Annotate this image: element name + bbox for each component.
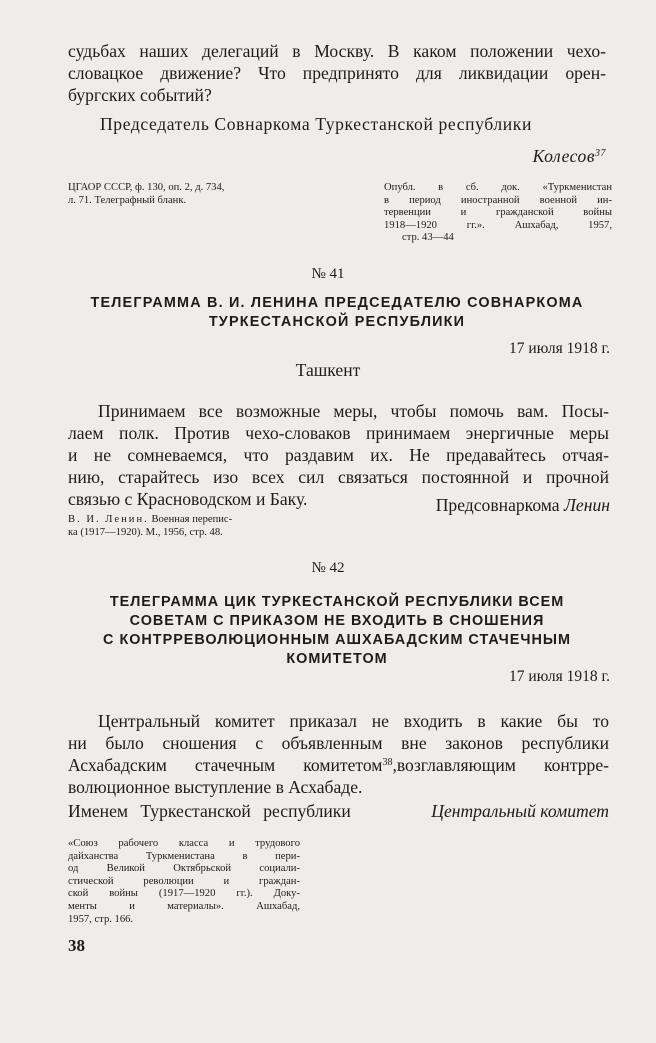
- text-line: и не сомневаемся, что раздавим их. Не предавайтесь отчая-: [68, 445, 609, 465]
- text-fragment: Асхабадским стачечным комитетом: [68, 755, 383, 775]
- telegram-body: [68, 710, 609, 798]
- source-line: од Великой Октябрьской социали-: [68, 863, 300, 875]
- text-line: судьбах наших делегаций в Москву. В каком положении чехо-: [68, 41, 606, 61]
- signer: [436, 494, 610, 516]
- signer-name: Центральный комитет: [431, 801, 609, 821]
- archive-source: [68, 182, 318, 207]
- source-line: 1957, стр. 166.: [68, 913, 134, 925]
- page-number: 38: [68, 936, 85, 955]
- title-line: С КОНТРРЕВОЛЮЦИОННЫМ АШХАБАДСКИМ СТАЧЕЧНЫМ: [103, 632, 571, 648]
- footnote-ref: 37: [595, 148, 606, 159]
- document-title: [68, 294, 606, 332]
- source-line: менты и материалы». Ашхабад,: [68, 900, 300, 912]
- collection-source: [68, 838, 300, 926]
- footnote-ref: 38: [382, 757, 393, 768]
- source-line: дайханства Туркменистана в пери-: [68, 850, 300, 862]
- sender-title: [100, 113, 606, 135]
- text-line: [68, 754, 609, 776]
- title-line: ТЕЛЕГРАММА В. И. ЛЕНИНА ПРЕДСЕДАТЕЛЮ СОВНАРКОМА: [90, 295, 584, 311]
- lenin-source: [68, 514, 308, 539]
- sender-title-text: Председатель Совнаркома Туркестанской республики: [100, 114, 532, 134]
- document-place: Ташкент: [295, 360, 361, 380]
- text-line: волюционное выступление в Асхабаде.: [68, 777, 363, 797]
- text-line: Принимаем все возможные меры, чтобы помочь вам. Посы-: [98, 401, 609, 421]
- source-line: 1918—1920 гг.». Ашхабад, 1957,: [384, 219, 612, 231]
- title-line: КОМИТЕТОМ: [286, 651, 388, 667]
- source-line: ка (1917—1920). М., 1956, стр. 48.: [68, 526, 223, 538]
- signature-text: Колесов: [532, 146, 595, 166]
- text-line: бургских событий?: [68, 85, 212, 105]
- source-line: л. 71. Телеграфный бланк.: [68, 194, 187, 206]
- text-line: связью с Красноводском и Баку.: [68, 489, 308, 509]
- title-line: ТЕЛЕГРАММА ЦИК ТУРКЕСТАНСКОЙ РЕСПУБЛИКИ ВСЕМ: [109, 594, 565, 610]
- signer-prefix: Именем Туркестанской республики: [68, 801, 351, 821]
- document-date: 17 июля 1918 г.: [509, 340, 610, 357]
- document-number: № 42: [311, 560, 345, 576]
- source-line: ЦГАОР СССР, ф. 130, оп. 2, д. 734,: [68, 182, 225, 193]
- source-line: «Союз рабочего класса и трудового: [68, 838, 300, 849]
- text-line: лаем полк. Против чехо-словаков принимаем энергичные меры: [68, 423, 609, 443]
- text-line: нию, старайтесь изо всех сил связаться постоянной и прочной: [68, 467, 609, 487]
- signer-name: Ленин: [564, 495, 610, 515]
- source-line: Опубл. в сб. док. «Туркменистан: [384, 182, 612, 193]
- text-line: ни было сношения с объявленным вне законов республики: [68, 733, 609, 753]
- source-line: ской войны (1917—1920 гг.). Доку-: [68, 888, 300, 900]
- publication-source: [384, 182, 612, 245]
- source-line: стической революции и граждан-: [68, 875, 300, 887]
- source-line: тервенции и гражданской войны: [384, 207, 612, 219]
- source-line: в период иностранной военной ин-: [384, 194, 612, 206]
- document-number: № 41: [311, 266, 345, 282]
- title-line: ТУРКЕСТАНСКОЙ РЕСПУБЛИКИ: [208, 314, 466, 330]
- text-line: словацкое движение? Что предпринято для ликвидации орен-: [68, 63, 606, 83]
- source-author: В. И. Ленин.: [68, 514, 149, 525]
- signer-title: Предсовнаркома: [435, 495, 560, 515]
- source-line: стр. 43—44: [402, 232, 454, 244]
- top-paragraph: [68, 40, 606, 106]
- text-line: Центральный комитет приказал не входить в какие бы то: [98, 711, 609, 731]
- signature-kolesov: [533, 145, 606, 167]
- document-date: 17 июля 1918 г.: [509, 668, 610, 685]
- document-title: [68, 593, 606, 669]
- text-fragment: ,возглавляющим контрре-: [392, 755, 609, 775]
- signer: [68, 800, 609, 822]
- title-line: СОВЕТАМ С ПРИКАЗОМ НЕ ВХОДИТЬ В СНОШЕНИЯ: [129, 613, 545, 629]
- source-text: Военная перепис-: [151, 514, 233, 525]
